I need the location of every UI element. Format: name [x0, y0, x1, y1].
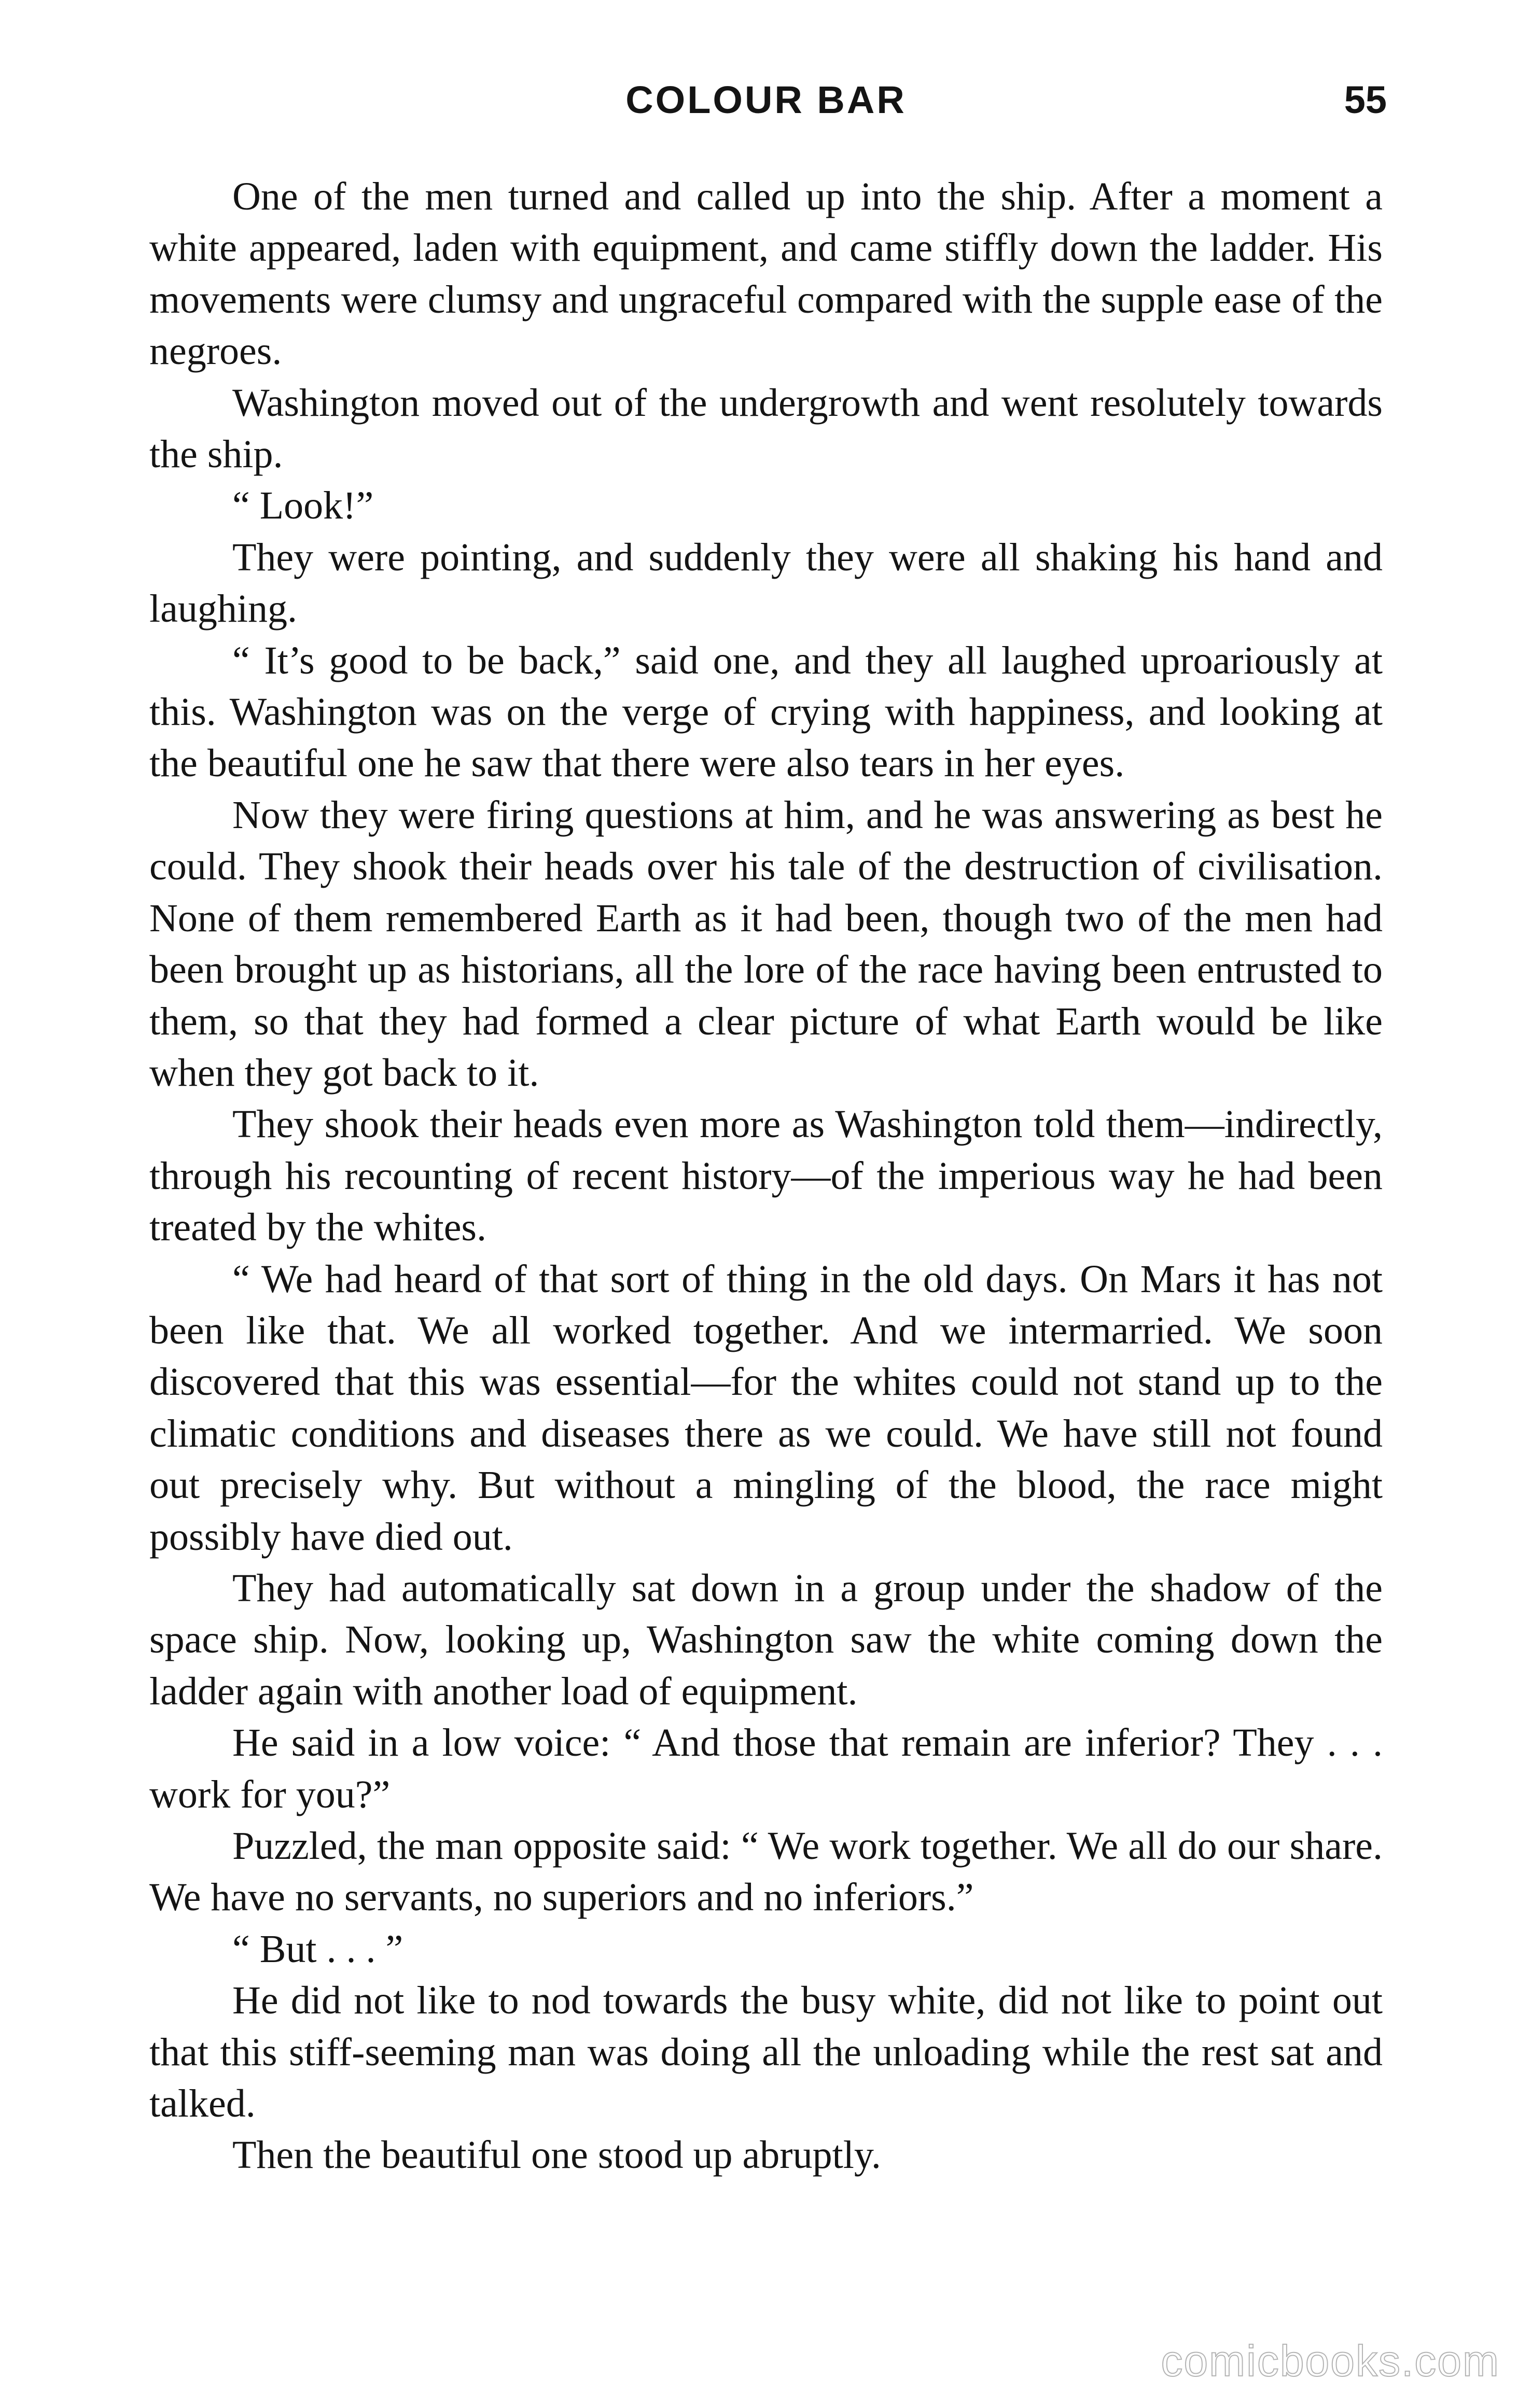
watermark: comicbooks.com: [1161, 2336, 1500, 2385]
page-number: 55: [1344, 78, 1387, 121]
paragraph: “ It’s good to be back,” said one, and they all laughed uproariously at this. Washington was on the verge of crying with happiness, and looking at the beautiful one he saw that there were also tears in her eyes.: [149, 638, 1383, 786]
paragraph: “ But . . . ”: [232, 1927, 403, 1971]
paragraph: Then the beautiful one stood up abruptly.: [232, 2133, 881, 2177]
paragraph: One of the men turned and called up into the ship. After a moment a white appeared, laden with equipment, and came stiffly down the ladder. His movements were clumsy and ungraceful compared with the supple ease of the negroes.: [149, 175, 1383, 373]
running-head: [145, 78, 1387, 135]
paragraph: Puzzled, the man opposite said: “ We work together. We all do our share. We have no servants, no superiors and no inferiors.”: [149, 1824, 1383, 1920]
paragraph: He said in a low voice: “ And those that remain are inferior? They . . . work for you?”: [149, 1721, 1383, 1816]
paragraph: They shook their heads even more as Washington told them—indirectly, through his recounting of recent history—of the imperious way he had been treated by the whites.: [149, 1102, 1383, 1250]
chapter-title: COLOUR BAR: [625, 78, 907, 121]
paragraph: They had automatically sat down in a group under the shadow of the space ship. Now, looking up, Washington saw the white coming down the ladder again with another load of equipment.: [149, 1566, 1383, 1713]
paragraph: Now they were firing questions at him, and he was answering as best he could. They shook their heads over his tale of the destruction of civilisation. None of them remembered Earth as it had been, though two of the men had been brought up as historians, all the lore of the race having been entrusted to them, so that they had formed a clear picture of what Earth would be like when they got back to it.: [149, 793, 1383, 1095]
body-text: [149, 171, 1383, 2181]
paragraph: “ Look!”: [232, 484, 374, 528]
paragraph: They were pointing, and suddenly they were all shaking his hand and laughing.: [149, 535, 1383, 631]
paragraph: He did not like to nod towards the busy white, did not like to point out that this stiff-seeming man was doing all the unloading while the rest sat and talked.: [149, 1979, 1383, 2126]
paragraph: “ We had heard of that sort of thing in the old days. On Mars it has not been like that. We all worked together. And we intermarried. We soon discovered that this was essential—for the whites could not stand up to the climatic conditions and diseases there as we could. We have still not found out precisely why. But without a mingling of the blood, the race might possibly have died out.: [149, 1257, 1383, 1559]
paragraph: Washington moved out of the undergrowth and went resolutely towards the ship.: [149, 381, 1383, 477]
